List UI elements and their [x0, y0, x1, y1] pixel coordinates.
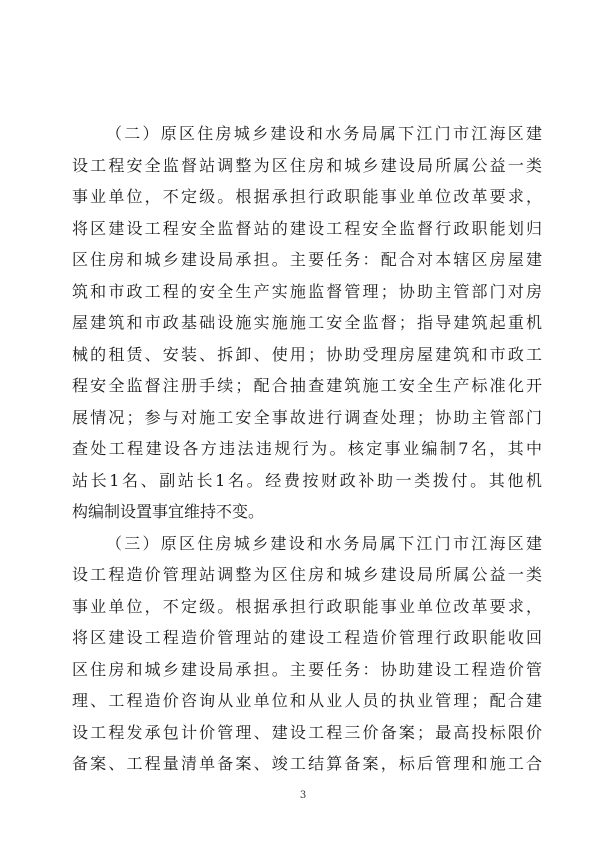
text-line: （二）原区住房城乡建设和水务局属下江门市江海区建	[106, 124, 542, 143]
text-line: 将区建设工程造价管理站的建设工程造价管理行政职能收回	[72, 628, 542, 647]
text-line: 事业单位，不定级。根据承担行政职能事业单位改革要求，	[72, 187, 542, 206]
text-line: 站长1名、副站长1名。经费按财政补助一类拨付。其他机	[72, 470, 542, 490]
text-line: 将区建设工程安全监督站的建设工程安全监督行政职能划归	[72, 218, 542, 238]
text-line: 区住房和城乡建设局承担。主要任务：协助建设工程造价管	[72, 659, 542, 679]
paragraph-3	[72, 528, 542, 780]
text-line: 械的租赁、安装、拆卸、使用；协助受理房屋建筑和市政工	[72, 344, 542, 364]
text-line: 区住房和城乡建设局承担。主要任务：配合对本辖区房屋建	[72, 250, 542, 269]
page-number: 3	[299, 790, 307, 801]
text-line: 备案、工程量清单备案、竣工结算备案，标后管理和施工合	[72, 754, 542, 773]
paragraph-2	[72, 118, 542, 528]
text-line: 查处工程建设各方违法违规行为。核定事业编制7名，其中	[72, 439, 542, 458]
text-line: 理、工程造价咨询从业单位和从业人员的执业管理；配合建	[72, 691, 542, 710]
text-line: 屋建筑和市政基础设施实施施工安全监督；指导建筑起重机	[72, 313, 542, 332]
document-body	[72, 118, 542, 780]
text-line: 展情况；参与对施工安全事故进行调查处理；协助主管部门	[72, 407, 542, 427]
text-line: 构编制设置事宜维持不变。	[72, 502, 265, 521]
text-line: 事业单位，不定级。根据承担行政职能事业单位改革要求，	[72, 596, 542, 616]
text-line: 设工程安全监督站调整为区住房和城乡建设局所属公益一类	[72, 155, 542, 175]
text-line: 设工程造价管理站调整为区住房和城乡建设局所属公益一类	[72, 565, 542, 584]
text-line: 筑和市政工程的安全生产实施监督管理；协助主管部门对房	[72, 281, 542, 301]
text-line: （三）原区住房城乡建设和水务局属下江门市江海区建	[106, 533, 542, 553]
text-line: 程安全监督注册手续；配合抽查建筑施工安全生产标准化开	[72, 376, 542, 395]
text-line: 设工程发承包计价管理、建设工程三价备案；最高投标限价	[72, 722, 542, 742]
